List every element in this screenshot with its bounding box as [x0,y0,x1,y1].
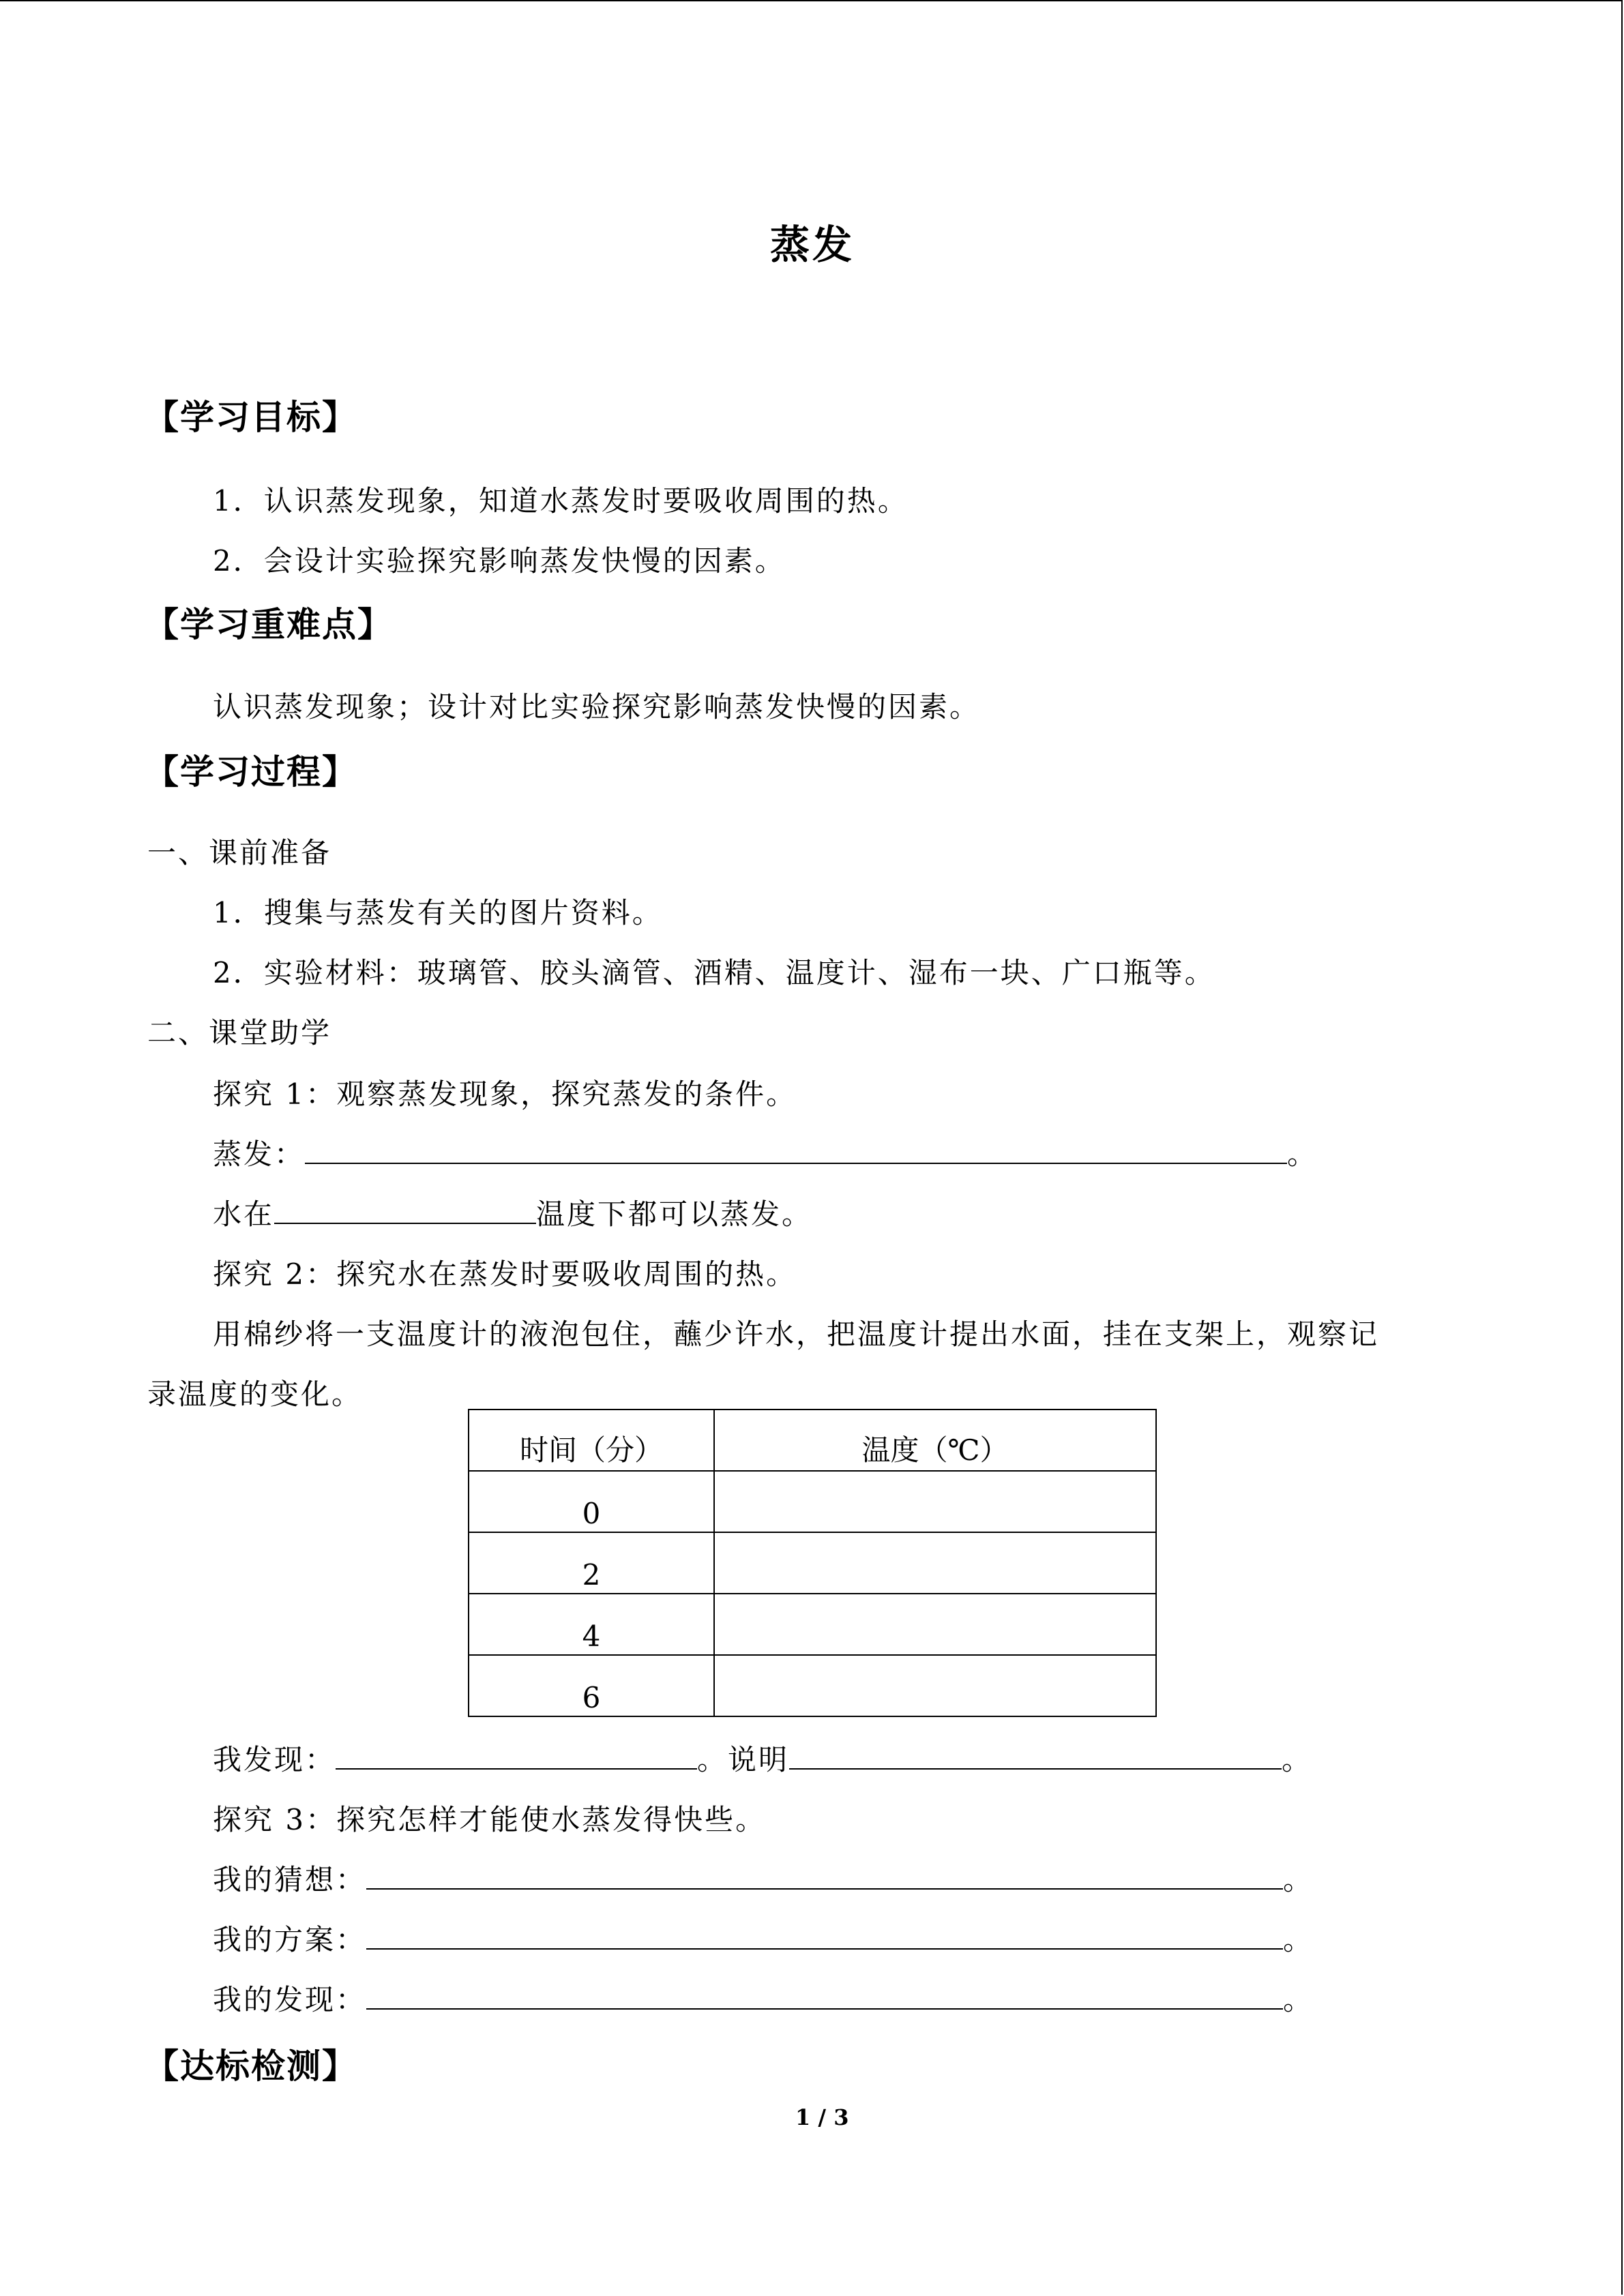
section-objectives: 【学习目标】 [145,398,357,437]
prep-item-1: 1．搜集与蒸发有关的图片资料。 [213,896,663,929]
water-prefix: 水在 [213,1197,275,1231]
table-header-temperature: 温度（℃） [714,1410,1156,1471]
table-cell-time: 4 [469,1594,714,1655]
finding-line [213,1978,1314,2018]
explore-3: 探究 3：探究怎样才能使水蒸发得快些。 [213,1803,767,1836]
classroom-heading: 二、课堂助学 [147,1016,332,1049]
instruction-line-1: 用棉纱将一支温度计的液泡包住，蘸少许水，把温度计提出水面，挂在支架上，观察记 [213,1317,1380,1351]
section-assessment: 【达标检测】 [145,2046,357,2086]
section-process: 【学习过程】 [145,752,357,792]
table-header-row [469,1410,1156,1471]
table-cell-time: 0 [469,1471,714,1532]
water-suffix: 温度下都可以蒸发。 [536,1197,813,1231]
guess-line [213,1858,1314,1898]
plan-line [213,1918,1314,1958]
period: 。 [1283,1983,1314,2016]
found-label: 我发现： [213,1743,336,1776]
explore-2: 探究 2：探究水在蒸发时要吸收周围的热。 [213,1257,797,1291]
found-blank[interactable] [336,1738,697,1770]
plan-blank[interactable] [366,1918,1283,1950]
keypoints-text: 认识蒸发现象；设计对比实验探究影响蒸发快慢的因素。 [213,690,981,724]
objective-item-2: 2．会设计实验探究影响蒸发快慢的因素。 [213,544,786,578]
table-cell-temperature[interactable] [714,1594,1156,1655]
explain-label: 。说明 [697,1743,790,1776]
table-row [469,1594,1156,1655]
objective-item-1: 1．认识蒸发现象，知道水蒸发时要吸收周围的热。 [213,484,909,518]
table-cell-temperature[interactable] [714,1471,1156,1532]
page-title: 蒸发 [770,222,855,268]
period: 。 [1283,1923,1314,1956]
table-cell-time: 2 [469,1532,714,1594]
table-row [469,1532,1156,1594]
period: 。 [1283,1863,1314,1896]
plan-label: 我的方案： [213,1923,367,1956]
guess-label: 我的猜想： [213,1863,367,1896]
finding-label: 我的发现： [213,1983,367,2016]
evaporation-label: 蒸发： [213,1137,306,1171]
prep-item-2: 2．实验材料：玻璃管、胶头滴管、酒精、温度计、湿布一块、广口瓶等。 [213,956,1215,989]
table-row [469,1655,1156,1716]
page-number: 1 / 3 [795,2104,849,2130]
temperature-record-table [468,1409,1157,1717]
finding-explain-line [213,1738,1312,1778]
evaporation-blank[interactable] [305,1133,1287,1164]
table-cell-temperature[interactable] [714,1532,1156,1594]
guess-blank[interactable] [366,1858,1283,1890]
period: 。 [1282,1743,1313,1776]
finding-blank[interactable] [366,1978,1283,2010]
water-temperature-line [213,1192,812,1233]
prep-heading: 一、课前准备 [147,836,332,869]
section-keypoints: 【学习重难点】 [145,605,393,644]
explain-blank[interactable] [789,1738,1282,1770]
water-temperature-blank[interactable] [274,1193,536,1224]
table-row [469,1471,1156,1532]
table-cell-temperature[interactable] [714,1655,1156,1716]
table-header-time: 时间（分） [469,1410,714,1471]
table-cell-time: 6 [469,1655,714,1716]
evaporation-line [213,1132,1318,1173]
period: 。 [1287,1137,1318,1171]
explore-1: 探究 1：观察蒸发现象，探究蒸发的条件。 [213,1077,797,1111]
instruction-line-2: 录温度的变化。 [147,1377,363,1411]
